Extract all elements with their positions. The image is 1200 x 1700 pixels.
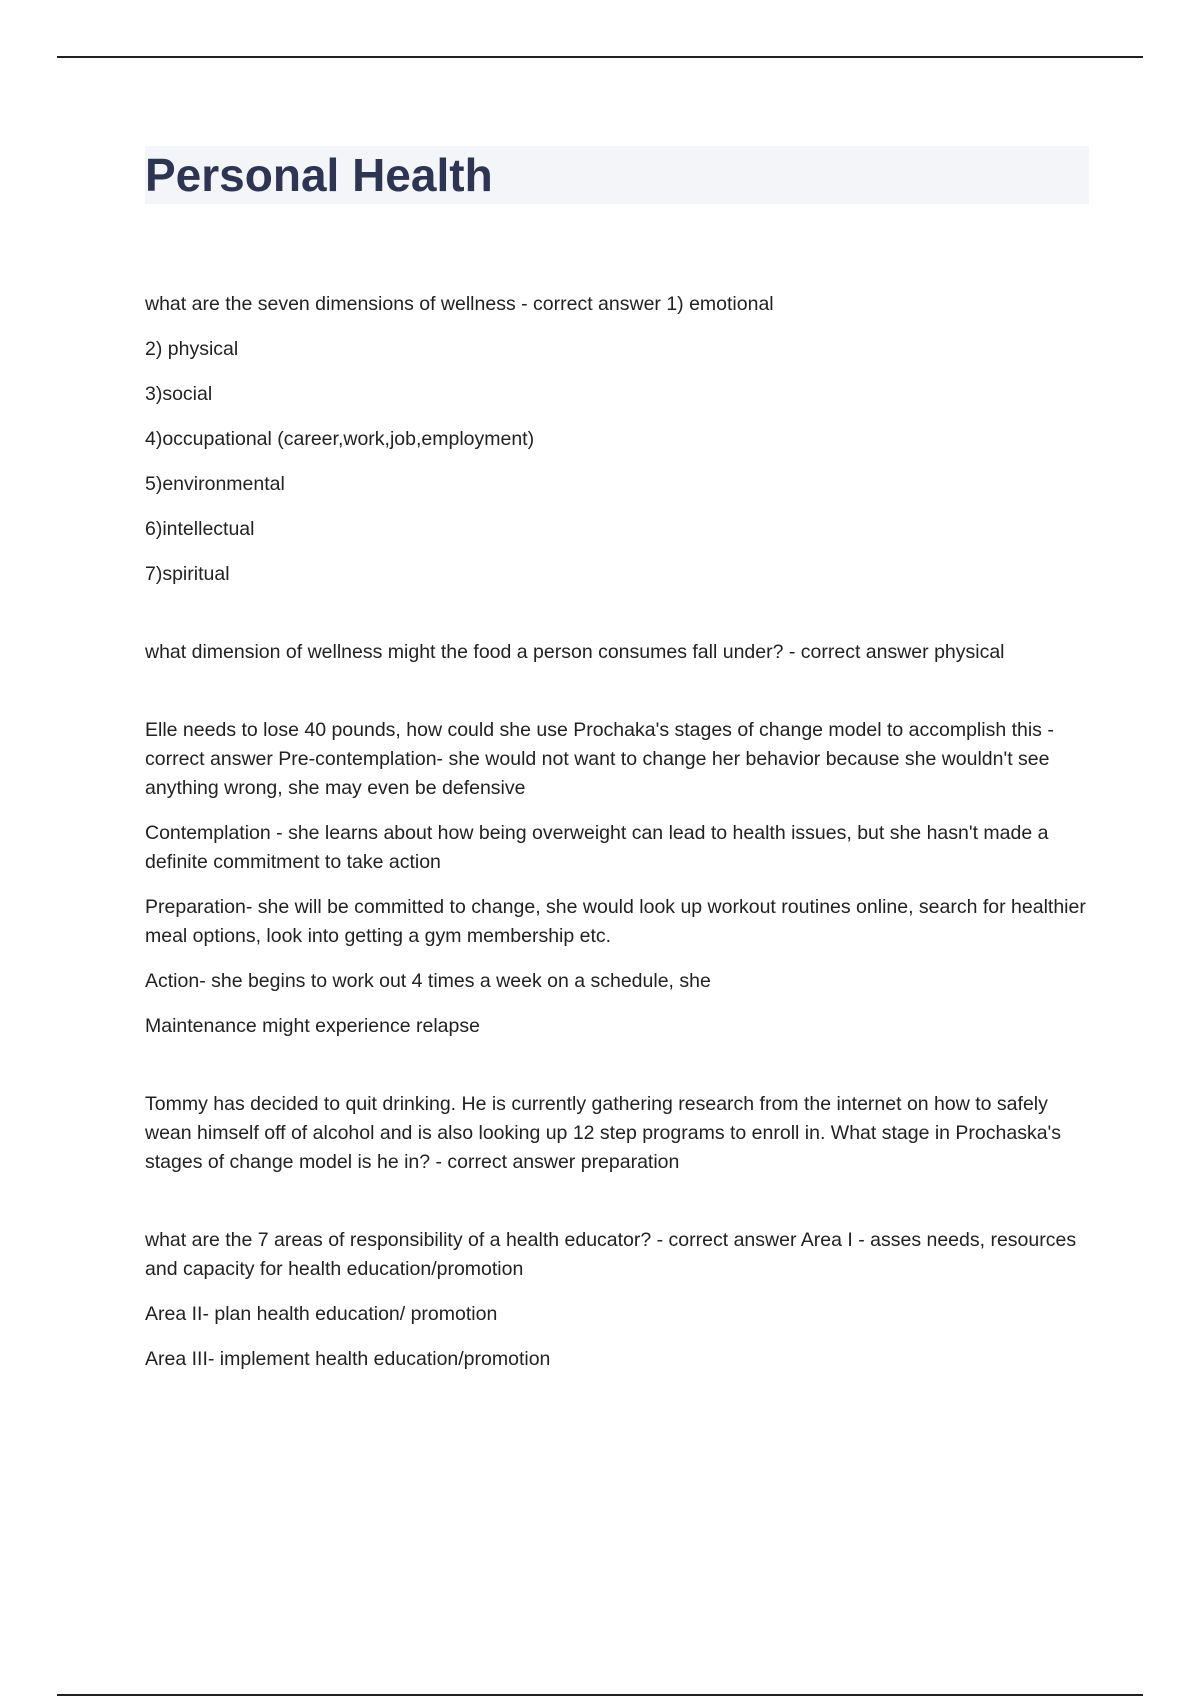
paragraph: Tommy has decided to quit drinking. He is currently gathering research from the internet on how to safely wean himself off of alcohol and is also looking up 12 step programs to enroll in. What stage in Prochaska's stages of change model is he in? - correct answer preparation	[145, 1093, 1062, 1173]
page-title: Personal Health	[145, 149, 493, 201]
paragraph: Preparation- she will be committed to change, she would look up workout routines online, search for healthier meal options, look into getting a gym membership etc.	[145, 896, 1086, 947]
document-body	[145, 290, 1090, 1390]
paragraph: Elle needs to lose 40 pounds, how could she use Prochaka's stages of change model to accomplish this - correct answer Pre-contemplation- she would not want to change her behavior because she wouldn't see anything wrong, she may even be defensive	[145, 719, 1054, 799]
paragraph: 4)occupational (career,work,job,employment)	[145, 428, 535, 450]
bottom-rule	[57, 1694, 1143, 1696]
paragraph: 6)intellectual	[145, 518, 255, 540]
paragraph: Area II- plan health education/ promotion	[145, 1303, 498, 1325]
paragraph: Action- she begins to work out 4 times a week on a schedule, she	[145, 970, 711, 992]
paragraph: 3)social	[145, 383, 213, 405]
paragraph: what are the 7 areas of responsibility of a health educator? - correct answer Area I - asses needs, resources and capacity for health education/promotion	[145, 1229, 1077, 1280]
paragraph: what dimension of wellness might the food a person consumes fall under? - correct answer physical	[145, 641, 1005, 663]
paragraph: Maintenance might experience relapse	[145, 1015, 480, 1037]
paragraph: what are the seven dimensions of wellness - correct answer 1) emotional	[145, 293, 774, 315]
paragraph: Area III- implement health education/promotion	[145, 1348, 551, 1370]
top-rule	[57, 56, 1143, 58]
paragraph: 5)environmental	[145, 473, 285, 495]
paragraph: Contemplation - she learns about how being overweight can lead to health issues, but she hasn't made a definite commitment to take action	[145, 822, 1049, 873]
paragraph: 2) physical	[145, 338, 239, 360]
paragraph: 7)spiritual	[145, 563, 230, 585]
